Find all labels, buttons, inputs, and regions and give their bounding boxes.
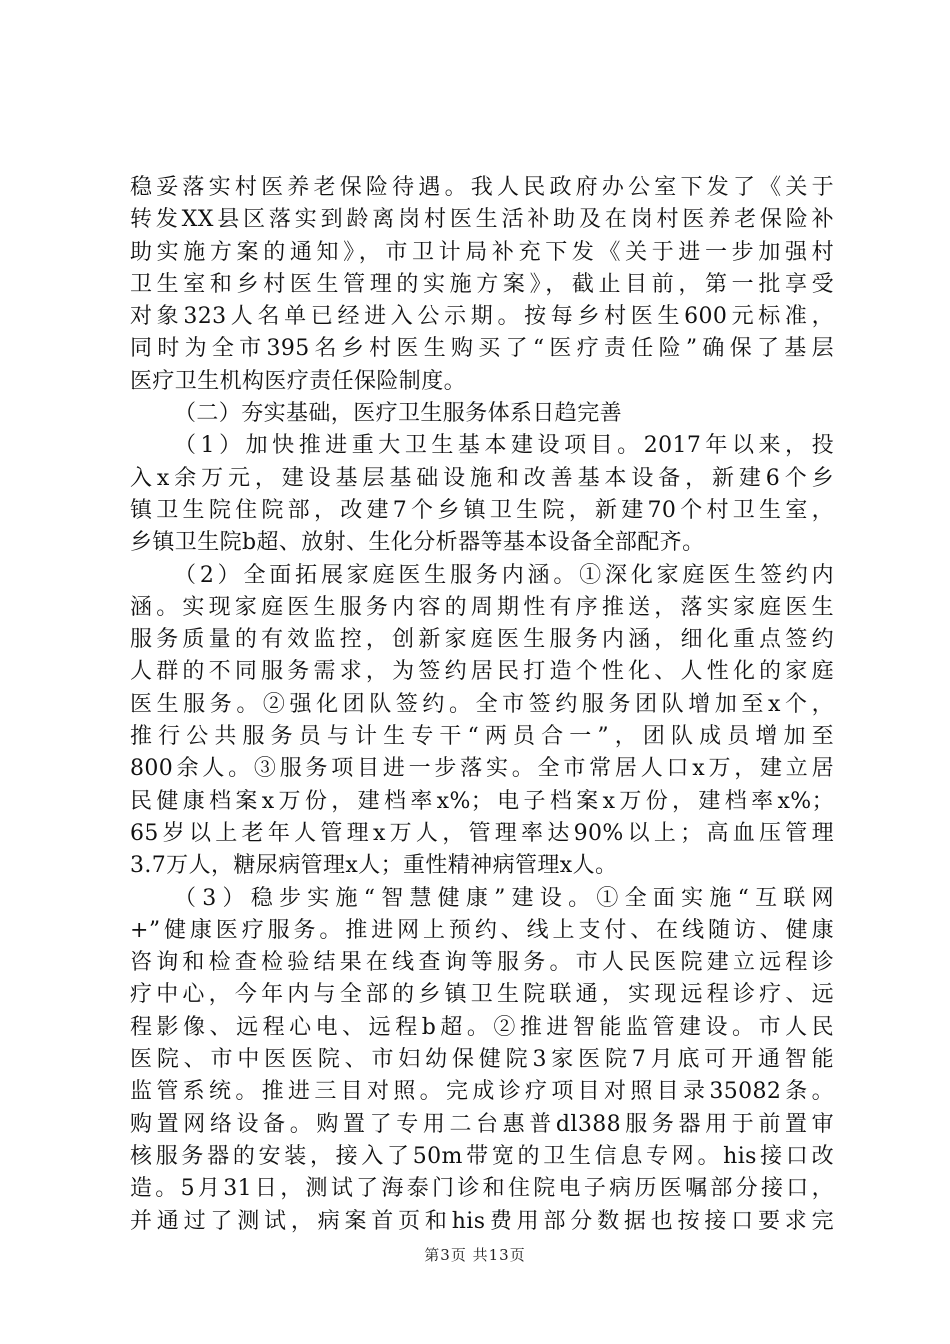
text-line: 医院、市中医医院、市妇幼保健院3家医院7月底可开通智能 [130, 1047, 834, 1073]
text-line: 咨询和检查检验结果在线查询等服务。市人民医院建立远程诊 [130, 950, 834, 976]
text-line: 疗中心，今年内与全部的乡镇卫生院联通，实现远程诊疗、远 [130, 982, 834, 1008]
text-line: +”健康医疗服务。推进网上预约、线上支付、在线随访、健康 [130, 917, 834, 943]
text-line: 卫生室和乡村医生管理的实施方案》，截止目前，第一批享受 [130, 271, 834, 297]
text-line: 3.7万人，糖尿病管理x人；重性精神病管理x人。 [130, 853, 618, 879]
text-line: 涵。实现家庭医生服务内容的周期性有序推送，落实家庭医生 [130, 594, 834, 620]
text-line: 服务质量的有效监控，创新家庭医生服务内涵，细化重点签约 [130, 627, 834, 653]
text-line: 核服务器的安装，接入了50m带宽的卫生信息专网。his接口改 [130, 1143, 834, 1169]
text-line: 医生服务。②强化团队签约。全市签约服务团队增加至x个， [130, 691, 834, 717]
text-line: 乡镇卫生院b超、放射、生化分析器等基本设备全部配齐。 [130, 530, 705, 556]
text-line: 入x余万元，建设基层基础设施和改善基本设备，新建6个乡 [130, 465, 834, 491]
text-line: 并通过了测试，病案首页和his费用部分数据也按接口要求完 [130, 1208, 834, 1234]
text-line: 造。5月31日，测试了海泰门诊和住院电子病历医嘱部分接口， [130, 1176, 834, 1202]
text-line: （1）加快推进重大卫生基本建设项目。2017年以来，投 [174, 433, 834, 459]
text-line: 转发XX县区落实到龄离岗村医生活补助及在岗村医养老保险补 [130, 207, 834, 233]
text-line: 人群的不同服务需求，为签约居民打造个性化、人性化的家庭 [130, 659, 834, 685]
text-line: 推行公共服务员与计生专干“两员合一”，团队成员增加至 [130, 724, 834, 750]
text-line: 对象323人名单已经进入公示期。按每乡村医生600元标准， [130, 304, 834, 330]
text-line: 购置网络设备。购置了专用二台惠普dl388服务器用于前置审 [130, 1111, 834, 1137]
text-line: 程影像、远程心电、远程b超。②推进智能监管建设。市人民 [130, 1014, 834, 1040]
text-line: （二）夯实基础，医疗卫生服务体系日趋完善 [174, 401, 623, 427]
text-line: 医疗卫生机构医疗责任保险制度。 [130, 368, 467, 394]
document-body [130, 172, 834, 1238]
text-line: 助实施方案的通知》，市卫计局补充下发《关于进一步加强村 [130, 239, 834, 265]
page-footer: 第3页 共13页 [424, 1246, 526, 1264]
text-line: （2）全面拓展家庭医生服务内涵。①深化家庭医生签约内 [174, 562, 834, 588]
text-line: 稳妥落实村医养老保险待遇。我人民政府办公室下发了《关于 [130, 175, 834, 200]
text-line: 800余人。③服务项目进一步落实。全市常居人口x万，建立居 [130, 756, 834, 782]
text-line: （3）稳步实施“智慧健康”建设。①全面实施“互联网 [174, 885, 834, 911]
text-line: 65岁以上老年人管理x万人，管理率达90%以上；高血压管理 [130, 820, 834, 846]
text-line: 镇卫生院住院部，改建7个乡镇卫生院，新建70个村卫生室， [130, 497, 834, 523]
text-line: 监管系统。推进三目对照。完成诊疗项目对照目录35082条。 [130, 1079, 834, 1105]
text-line: 民健康档案x万份，建档率x%；电子档案x万份，建档率x%； [130, 788, 834, 814]
text-line: 同时为全市395名乡村医生购买了“医疗责任险”确保了基层 [130, 336, 834, 362]
